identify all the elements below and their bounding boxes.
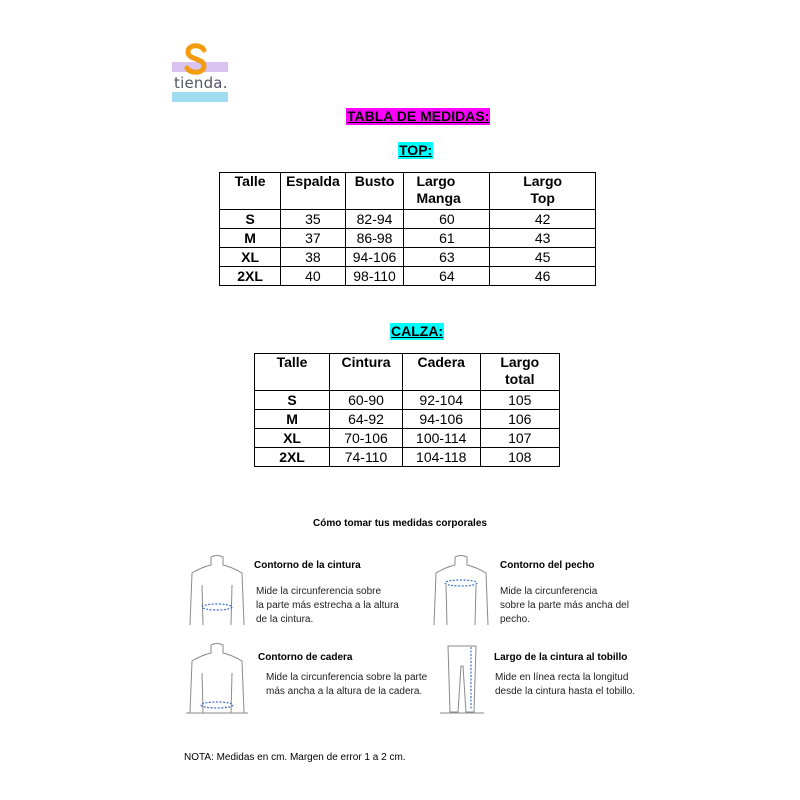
guide-text-line: sobre la parte más ancha del [500, 600, 629, 611]
table-cell: 45 [490, 248, 596, 267]
table-cell: 108 [480, 448, 559, 467]
header-cell: Cintura [330, 354, 403, 391]
table-row [255, 429, 560, 448]
table-cell: 70-106 [330, 429, 403, 448]
table-cell: 64 [404, 267, 490, 286]
table-cell: 40 [281, 267, 345, 286]
logo-graphic [168, 40, 230, 104]
guide-text-line: más ancha a la altura de la cadera. [266, 686, 423, 697]
table-cell: 42 [490, 210, 596, 229]
size-cell: XL [220, 248, 281, 267]
header-cell: Espalda [281, 173, 345, 210]
table-cell: 105 [480, 391, 559, 410]
table-cell: 46 [490, 267, 596, 286]
table-cell: 64-92 [330, 410, 403, 429]
guide-length-heading: Largo de la cintura al tobillo [494, 652, 628, 663]
header-cell: Largo total [480, 354, 559, 391]
header-cell: Largo Manga [404, 173, 490, 210]
table-header-row [255, 354, 560, 391]
table-row [255, 410, 560, 429]
size-cell: 2XL [255, 448, 330, 467]
table-cell: 94-106 [402, 410, 480, 429]
table-cell: 63 [404, 248, 490, 267]
size-cell: 2XL [220, 267, 281, 286]
table-cell: 100-114 [402, 429, 480, 448]
guide-text-line: desde la cintura hasta el tobillo. [495, 686, 636, 697]
size-cell: XL [255, 429, 330, 448]
guide-text-line: la parte más estrecha a la altura [256, 600, 399, 611]
header-cell: Busto [345, 173, 404, 210]
footnote: NOTA: Medidas en cm. Margen de error 1 a 2 cm. [184, 752, 406, 763]
calza-size-table [254, 353, 560, 467]
table-row [255, 448, 560, 467]
size-cell: S [220, 210, 281, 229]
logo-wordmark: tienda. [174, 74, 228, 92]
guide-text-line: Mide la circunferencia sobre [256, 586, 382, 597]
waist-figure-icon [186, 555, 248, 627]
table-row [220, 248, 596, 267]
legs-figure-icon [440, 642, 484, 714]
guide-text-line: Mide la circunferencia sobre la parte [266, 672, 428, 683]
header-cell: Cadera [402, 354, 480, 391]
chest-figure-icon [430, 555, 492, 627]
table-cell: 61 [404, 229, 490, 248]
table-cell: 98-110 [345, 267, 404, 286]
table-cell: 106 [480, 410, 559, 429]
table-cell: 107 [480, 429, 559, 448]
table-cell: 92-104 [402, 391, 480, 410]
header-cell: Talle [220, 173, 281, 210]
guide-hip-text [266, 671, 427, 699]
size-cell: S [255, 391, 330, 410]
table-row [220, 210, 596, 229]
guide-waist-text [256, 585, 399, 627]
guide-text-line: Mide en línea recta la longitud [495, 672, 629, 683]
size-cell: M [220, 229, 281, 248]
top-size-table [219, 172, 596, 286]
table-cell: 43 [490, 229, 596, 248]
table-cell: 60 [404, 210, 490, 229]
table-cell: 94-106 [345, 248, 404, 267]
table-cell: 104-118 [402, 448, 480, 467]
table-row [220, 229, 596, 248]
table-cell: 35 [281, 210, 345, 229]
guide-chest-heading: Contorno del pecho [500, 560, 595, 571]
guide-text-line: pecho. [500, 614, 531, 625]
brand-logo [168, 40, 230, 104]
table-cell: 60-90 [330, 391, 403, 410]
calza-heading: CALZA: [391, 323, 444, 339]
guide-waist-heading: Contorno de la cintura [254, 560, 361, 571]
table-row [255, 391, 560, 410]
table-cell: 82-94 [345, 210, 404, 229]
table-cell: 38 [281, 248, 345, 267]
table-row [220, 267, 596, 286]
guide-title: Cómo tomar tus medidas corporales [313, 518, 487, 529]
table-header-row [220, 173, 596, 210]
table-cell: 74-110 [330, 448, 403, 467]
guide-chest-text [500, 585, 629, 627]
table-cell: 86-98 [345, 229, 404, 248]
table-cell: 37 [281, 229, 345, 248]
header-cell: Largo Top [490, 173, 596, 210]
hip-figure-icon [186, 643, 248, 715]
size-cell: M [255, 410, 330, 429]
guide-length-text [495, 671, 635, 699]
guide-text-line: Mide la circunferencia [500, 586, 598, 597]
guide-text-line: de la cintura. [256, 614, 314, 625]
top-heading: TOP: [399, 142, 433, 158]
header-cell: Talle [255, 354, 330, 391]
page-title: TABLA DE MEDIDAS: [347, 108, 490, 124]
guide-hip-heading: Contorno de cadera [258, 652, 353, 663]
